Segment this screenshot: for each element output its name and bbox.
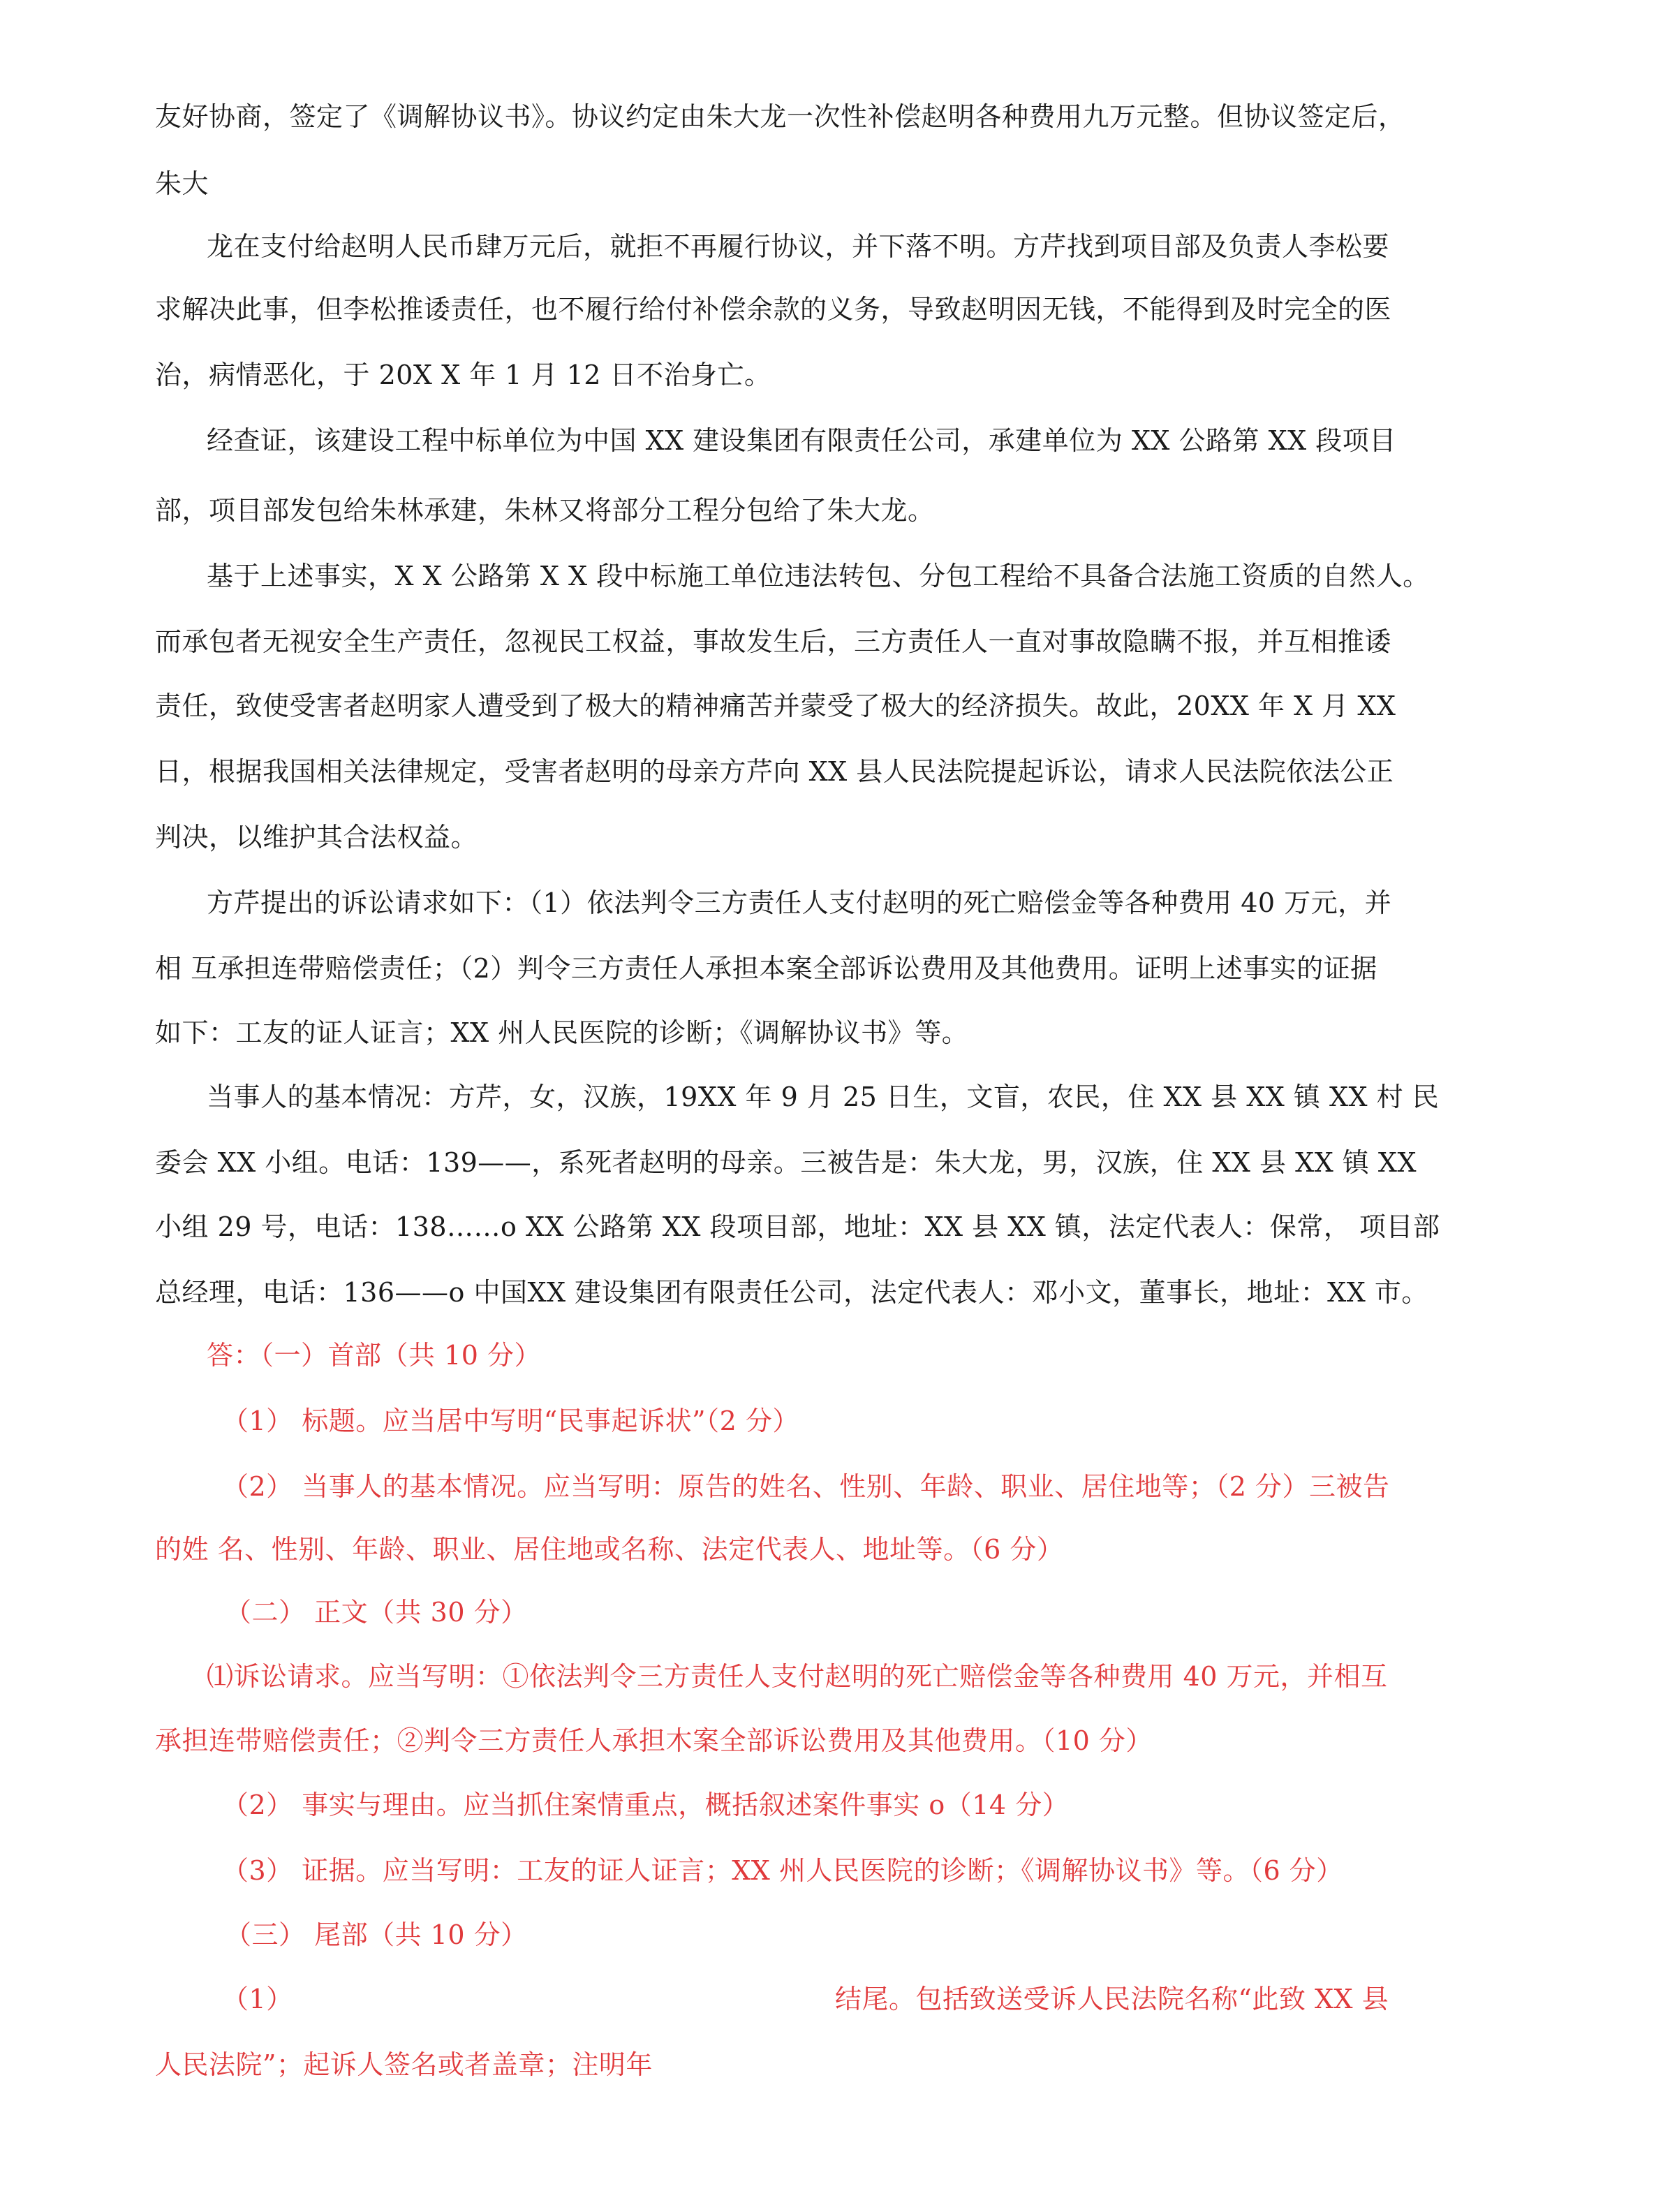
text-line-15: 如下：工友的证人证言；XX 州人民医院的诊断；《调解协议书》等。 [155, 1017, 969, 1048]
text-line-7: 部，项目部发包给朱林承建，朱林又将部分工程分包给了朱大龙。 [155, 495, 935, 526]
text-line-9: 而承包者无视安全生产责任，忽视民工权益，事故发生后，三方责任人一直对事故隐瞒不报，并互相推诿 [155, 626, 1392, 657]
answer-line-3: （2） 当事人的基本情况。应当写明：原告的姓名、性别、年龄、职业、居住地等；（2 分）三被告 [222, 1471, 1390, 1502]
answer-line-8: （2） 事实与理由。应当抓住案情重点，概括叙述案件事实 o（14 分） [222, 1790, 1070, 1820]
text-line-18: 小组 29 号，电话：138……o XX 公路第 XX 段项目部，地址：XX 县 XX 镇，法定代表人：保常， 项目部 [155, 1211, 1440, 1242]
text-line-16: 当事人的基本情况：方芹，女，汉族，19XX 年 9 月 25 日生，文盲，农民，住 XX 县 XX 镇 XX 村 民 [207, 1082, 1440, 1112]
answer-line-10: （三） 尾部（共 10 分） [225, 1919, 528, 1950]
answer-line-9: （3） 证据。应当写明：工友的证人证言；XX 州人民医院的诊断；《调解协议书》等。（6 分） [222, 1855, 1343, 1886]
answer-line-4: 的姓 名、性别、年龄、职业、居住地或名称、法定代表人、地址等。（6 分） [155, 1534, 1064, 1565]
text-line-14: 相 互承担连带赔偿责任；（2）判令三方责任人承担本案全部诉讼费用及其他费用。证明上述事实的证据 [155, 953, 1377, 984]
text-line-8: 基于上述事实，X X 公路第 X X 段中标施工单位违法转包、分包工程给不具备合法施工资质的自然人。 [207, 561, 1430, 591]
text-line-6: 经查证，该建设工程中标单位为中国 XX 建设集团有限责任公司，承建单位为 XX 公路第 XX 段项目 [207, 425, 1396, 456]
answer-line-6: ⑴诉讼请求。应当写明：①依法判令三方责任人支付赵明的死亡赔偿金等各种费用 40 万元，并相互 [207, 1661, 1388, 1692]
text-line-2: 朱大 [155, 168, 209, 199]
text-line-19: 总经理，电话：136——o 中国XX 建设集团有限责任公司，法定代表人：邓小文，董事长，地址：XX 市。 [155, 1277, 1428, 1308]
text-line-10: 责任，致使受害者赵明家人遭受到了极大的精神痛苦并蒙受了极大的经济损失。故此，20XX 年 X 月 XX [155, 691, 1396, 721]
text-line-12: 判决，以维护其合法权益。 [155, 822, 478, 853]
text-line-17: 委会 XX 小组。电话：139——，系死者赵明的母亲。三被告是：朱大龙，男，汉族，住 XX 县 XX 镇 XX [155, 1147, 1417, 1178]
answer-line-2: （1） 标题。应当居中写明“民事起诉状”（2 分） [222, 1406, 799, 1436]
text-line-3: 龙在支付给赵明人民币肆万元后，就拒不再履行协议，并下落不明。方芹找到项目部及负责人李松要 [207, 231, 1390, 262]
answer-line-11: （1） [222, 1984, 293, 2014]
text-line-1: 友好协商，签定了《调解协议书》。协议约定由朱大龙一次性补偿赵明各种费用九万元整。但协议签定后， [155, 101, 1405, 132]
text-line-13: 方芹提出的诉讼请求如下：（1）依法判令三方责任人支付赵明的死亡赔偿金等各种费用 40 万元，并 [207, 887, 1392, 918]
answer-line-1: 答：（一）首部（共 10 分） [207, 1340, 542, 1371]
text-line-4: 求解决此事，但李松推诿责任，也不履行给付补偿余款的义务，导致赵明因无钱，不能得到及时完全的医 [155, 294, 1392, 325]
answer-line-12: 结尾。包括致送受诉人民法院名称“此致 XX 县 [835, 1984, 1389, 2014]
answer-line-7: 承担连带赔偿责任；②判令三方责任人承担木案全部诉讼费用及其他费用。（10 分） [155, 1725, 1153, 1756]
answer-line-5: （二） 正文（共 30 分） [225, 1597, 528, 1628]
text-line-5: 治，病情恶化，于 20X X 年 1 月 12 日不治身亡。 [155, 360, 771, 390]
answer-line-13: 人民法院”；起诉人签名或者盖章；注明年 [155, 2049, 653, 2080]
text-line-11: 日，根据我国相关法律规定，受害者赵明的母亲方芹向 XX 县人民法院提起诉讼，请求人民法院依法公正 [155, 756, 1394, 787]
